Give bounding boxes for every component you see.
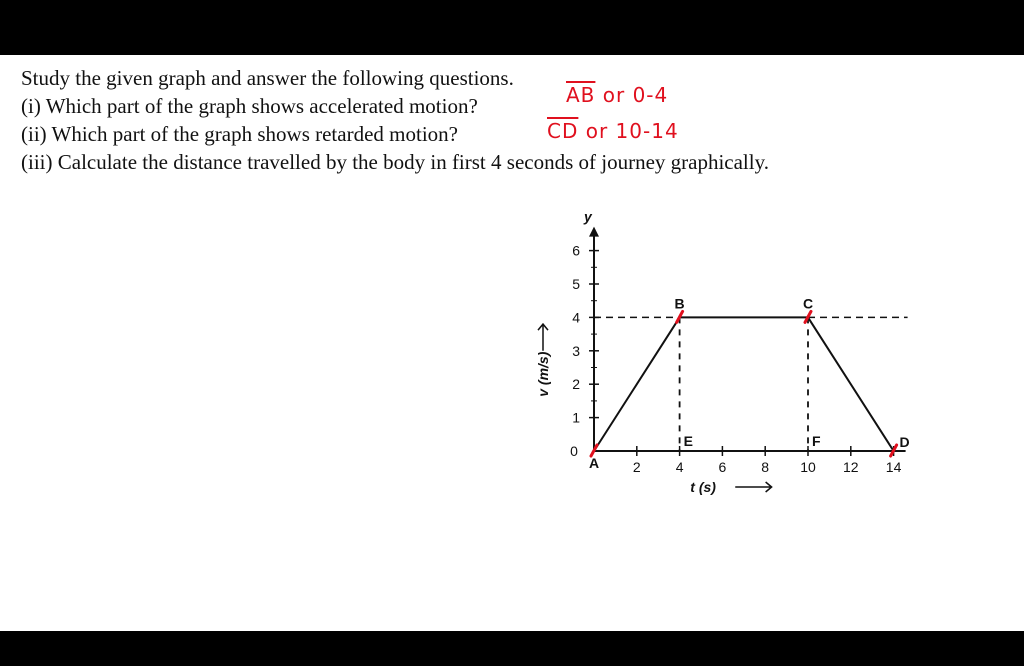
worksheet-page — [0, 55, 1024, 631]
y-axis-title: v (m/s) — [535, 351, 551, 397]
y-tick-label: 4 — [572, 309, 580, 326]
question-3: (iii) Calculate the distance travelled by the body in first 4 seconds of journey graphically. — [21, 150, 769, 174]
velocity-time-graph — [0, 55, 1024, 631]
question-intro: Study the given graph and answer the following questions. — [21, 66, 514, 90]
y-tick-label: 1 — [572, 409, 580, 426]
question-2: (ii) Which part of the graph shows retarded motion? — [21, 122, 458, 146]
x-axis-title: t (s) — [690, 479, 716, 495]
point-label-e: E — [683, 433, 693, 449]
y-axis-arrow-icon — [589, 227, 599, 237]
y-tick-label: 6 — [572, 242, 580, 259]
x-tick-label: 2 — [632, 459, 641, 475]
x-tick-label: 4 — [675, 459, 684, 475]
x-axis-arrow-icon — [735, 482, 771, 492]
x-tick-label: 6 — [718, 459, 727, 475]
answer-2-range: or 10-14 — [578, 119, 679, 143]
point-label-a: A — [588, 455, 600, 471]
point-label-f: F — [812, 433, 821, 449]
point-label-c: C — [802, 295, 814, 312]
x-tick-label: 14 — [885, 459, 902, 475]
answer-1-range: or 0-4 — [595, 83, 669, 107]
y-axis-letter: y — [584, 208, 592, 225]
question-1: (i) Which part of the graph shows accelerated motion? — [21, 94, 478, 118]
y-axis-direction-arrow-icon — [538, 324, 548, 351]
point-label-d: D — [899, 434, 910, 450]
answer-1-segment: $\overline{AB}$ — [566, 83, 596, 107]
origin-label: 0 — [570, 443, 578, 459]
x-tick-label: 12 — [843, 459, 859, 475]
y-tick-label: 2 — [572, 376, 580, 393]
x-tick-label: 8 — [761, 459, 770, 475]
y-tick-label: 3 — [572, 342, 580, 359]
answer-2-segment: $\overline{CD}$ — [547, 119, 579, 143]
x-tick-label: 10 — [800, 459, 816, 475]
y-tick-label: 5 — [572, 276, 580, 292]
point-label-b: B — [674, 295, 685, 312]
velocity-series-line — [594, 317, 894, 451]
